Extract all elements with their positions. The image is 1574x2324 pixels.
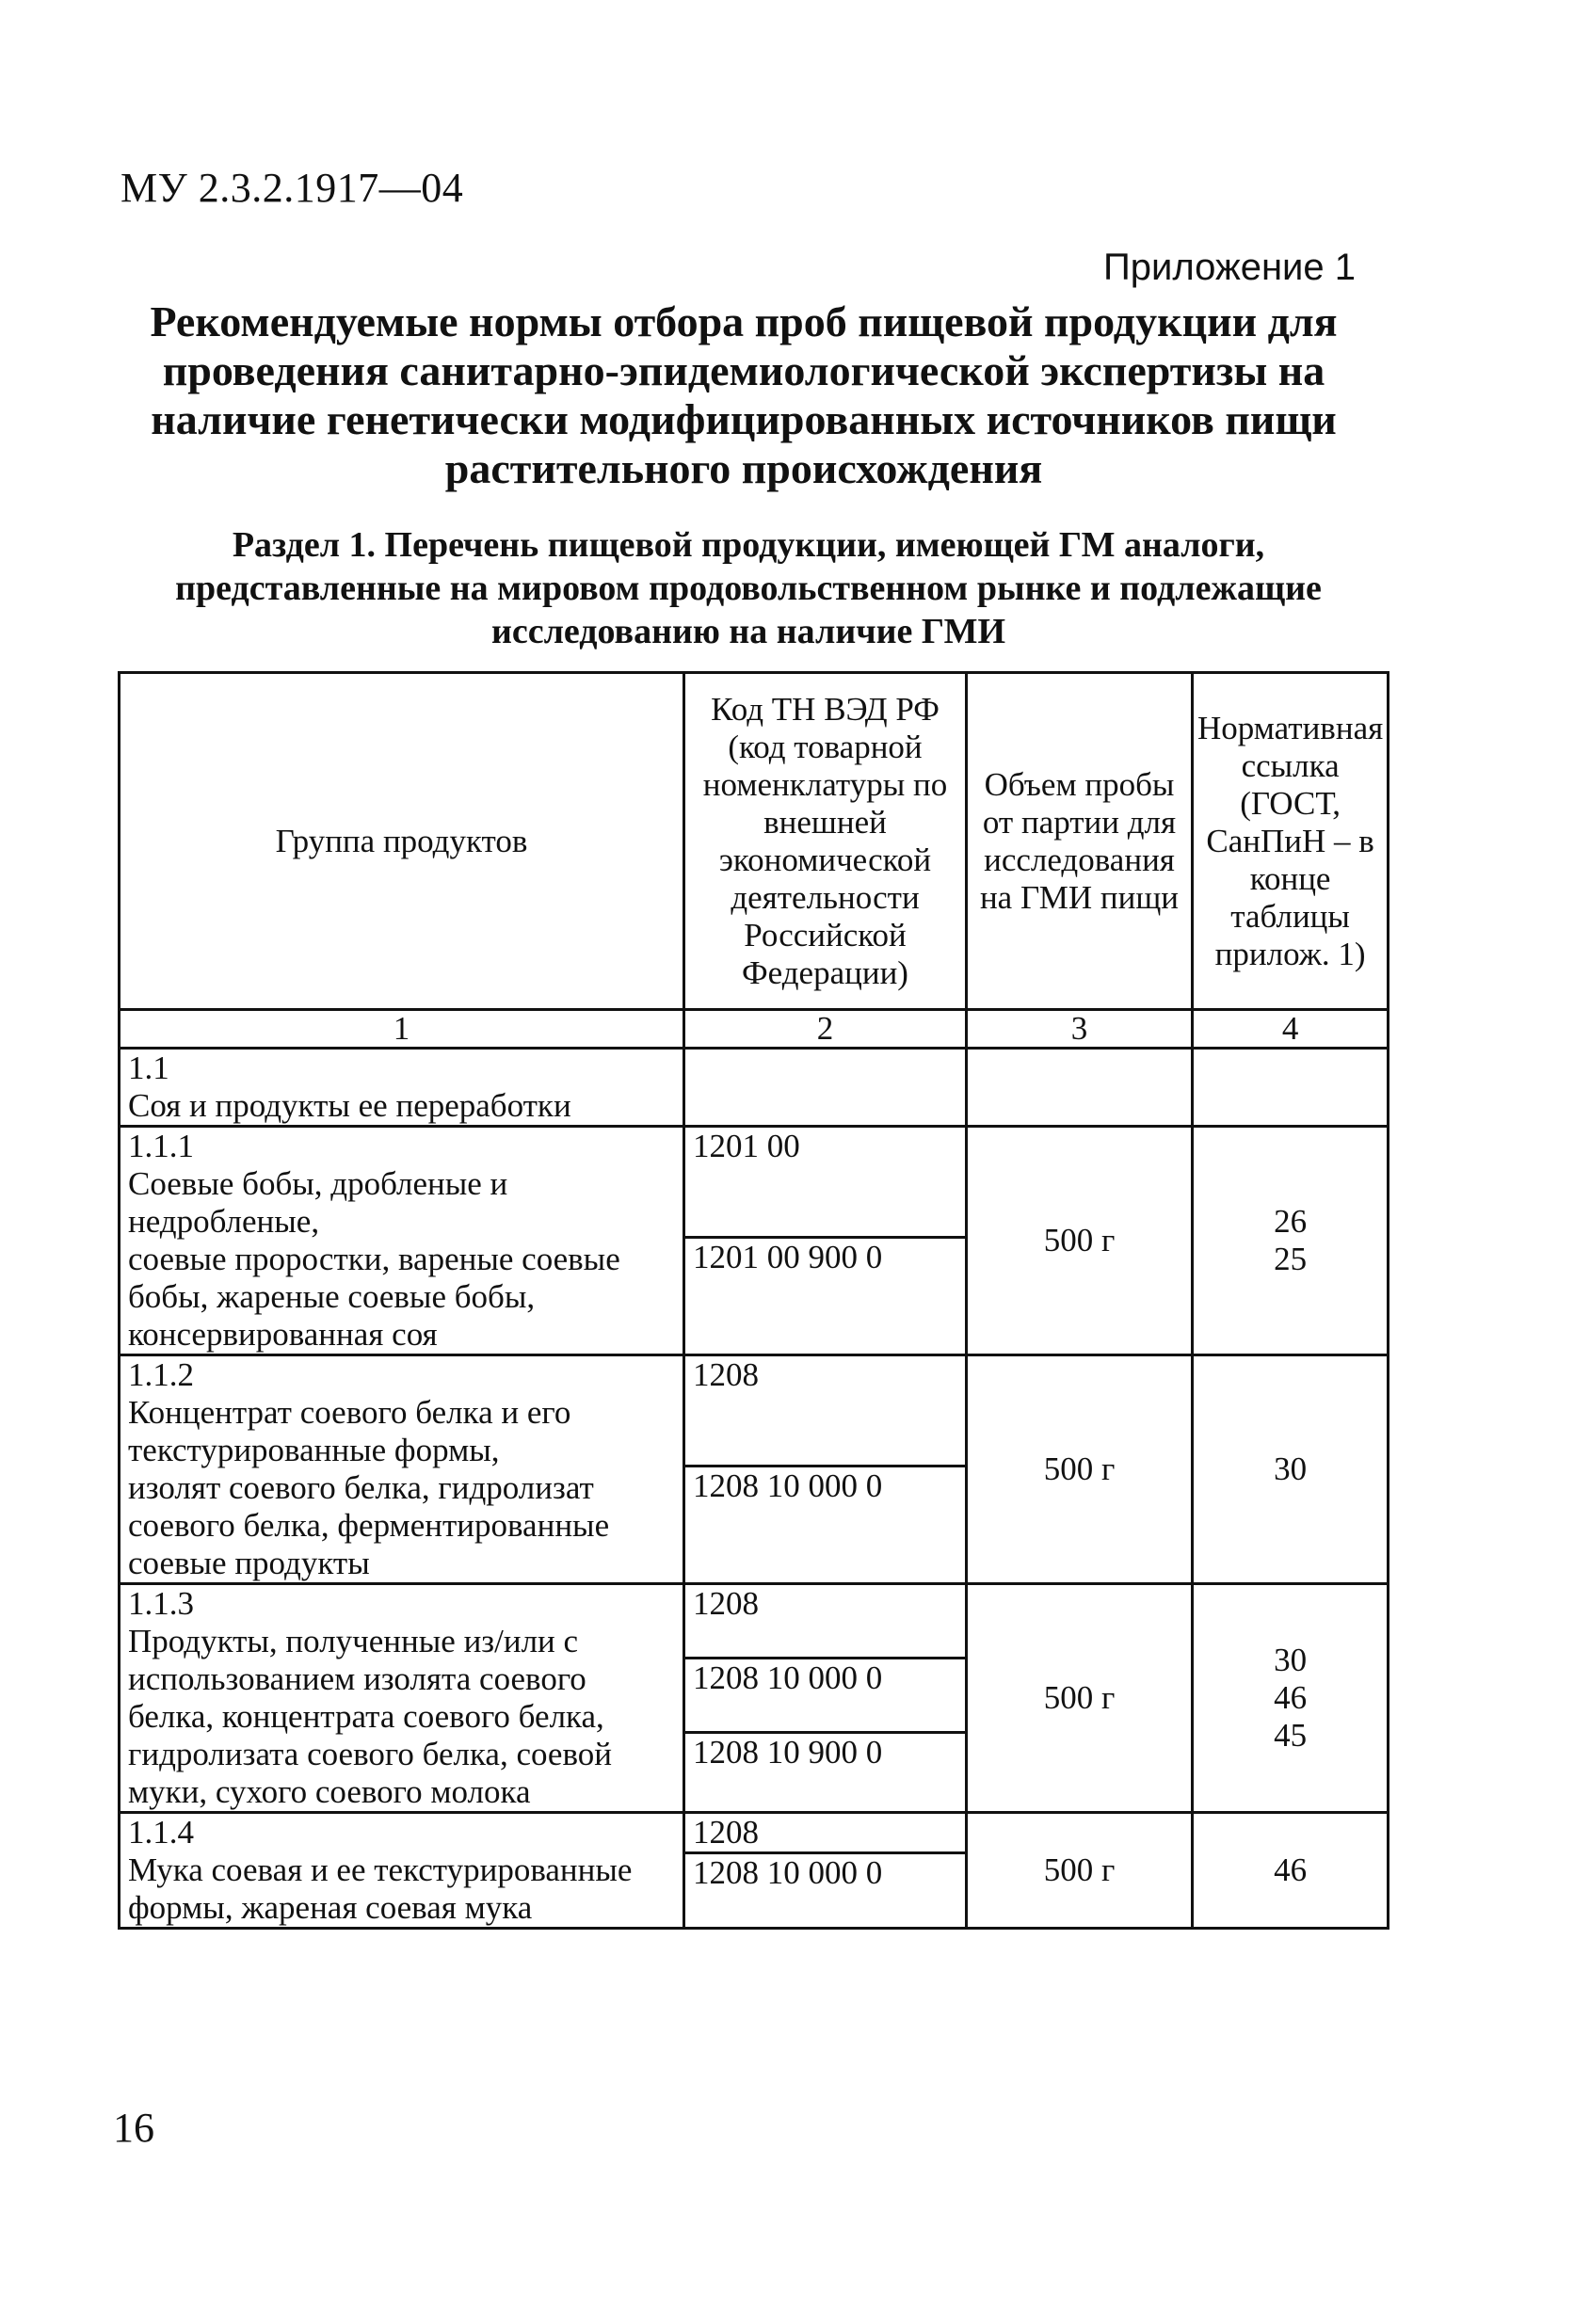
reference-cell: 26 25 (1193, 1127, 1389, 1355)
code-value: 1208 10 000 0 (685, 1465, 965, 1505)
code-cell (684, 1127, 967, 1355)
product-group-cell: 1.1.1 Соевые бобы, дробленые и недробленые, соевые проростки, вареные соевые бобы, жареные соевые бобы, консервированная соя (120, 1127, 684, 1355)
document-title: Рекомендуемые нормы отбора проб пищевой продукции для проведения санитарно-эпидемиологической экспертизы на наличие генетически модифицированных источников пищи растительного происхождения (150, 297, 1338, 492)
column-number: 1 (120, 1010, 684, 1049)
volume-cell: 500 г (967, 1127, 1193, 1355)
product-group-cell: 1.1.3 Продукты, полученные из/или с использованием изолята соевого белка, концентрата соевого белка, гидролизата соевого белка, соевой муки, сухого соевого молока (120, 1584, 684, 1813)
code-value: 1208 (693, 1814, 759, 1851)
reference-cell: 46 (1193, 1813, 1389, 1929)
code-cell (684, 1584, 967, 1813)
empty-cell (967, 1049, 1193, 1127)
header-reference: Нормативная ссылка (ГОСТ, СанПиН – в конце таблицы прилож. 1) (1193, 673, 1389, 1010)
table-group-row (120, 1049, 1389, 1127)
code-value: 1201 00 (693, 1128, 800, 1164)
code-cell (684, 1813, 967, 1929)
section-title: Раздел 1. Перечень пищевой продукции, имеющей ГМ аналоги, представленные на мировом продовольственном рынке и подлежащие исследованию на наличие ГМИ (175, 525, 1322, 651)
table-header-row (120, 673, 1389, 1010)
table-row (120, 1127, 1389, 1355)
reference-cell: 30 (1193, 1355, 1389, 1584)
code-value: 1208 10 000 0 (685, 1657, 965, 1731)
header-sample-volume: Объем пробы от партии для исследования на ГМИ пищи (967, 673, 1193, 1010)
table-row (120, 1355, 1389, 1584)
code-value: 1208 (693, 1356, 759, 1393)
code-value: 1208 10 900 0 (685, 1731, 965, 1771)
document-code: МУ 2.3.2.1917—04 (120, 165, 464, 211)
code-value: 1208 10 000 0 (685, 1851, 965, 1892)
page-number: 16 (113, 2105, 154, 2151)
empty-cell (1193, 1049, 1389, 1127)
volume-cell: 500 г (967, 1584, 1193, 1813)
code-cell (684, 1355, 967, 1584)
code-value: 1201 00 900 0 (685, 1236, 965, 1276)
column-number: 3 (967, 1010, 1193, 1049)
appendix-label: Приложение 1 (1103, 247, 1356, 288)
products-table (118, 671, 1389, 1930)
column-number: 4 (1193, 1010, 1389, 1049)
table-row (120, 1584, 1389, 1813)
group-cell: 1.1 Соя и продукты ее переработки (120, 1049, 684, 1127)
column-number: 2 (684, 1010, 967, 1049)
header-code: Код ТН ВЭД РФ (код товарной номенклатуры по внешней экономической деятельности Российской Федерации) (684, 673, 967, 1010)
empty-cell (684, 1049, 967, 1127)
reference-cell: 30 46 45 (1193, 1584, 1389, 1813)
product-group-cell: 1.1.2 Концентрат соевого белка и его текстурированные формы, изолят соевого белка, гидролизат соевого белка, ферментированные соевые продукты (120, 1355, 684, 1584)
volume-cell: 500 г (967, 1813, 1193, 1929)
code-value: 1208 (693, 1585, 759, 1622)
volume-cell: 500 г (967, 1355, 1193, 1584)
column-number-row (120, 1010, 1389, 1049)
table-row (120, 1813, 1389, 1929)
header-product-group: Группа продуктов (120, 673, 684, 1010)
product-group-cell: 1.1.4 Мука соевая и ее текстурированные формы, жареная соевая мука (120, 1813, 684, 1929)
